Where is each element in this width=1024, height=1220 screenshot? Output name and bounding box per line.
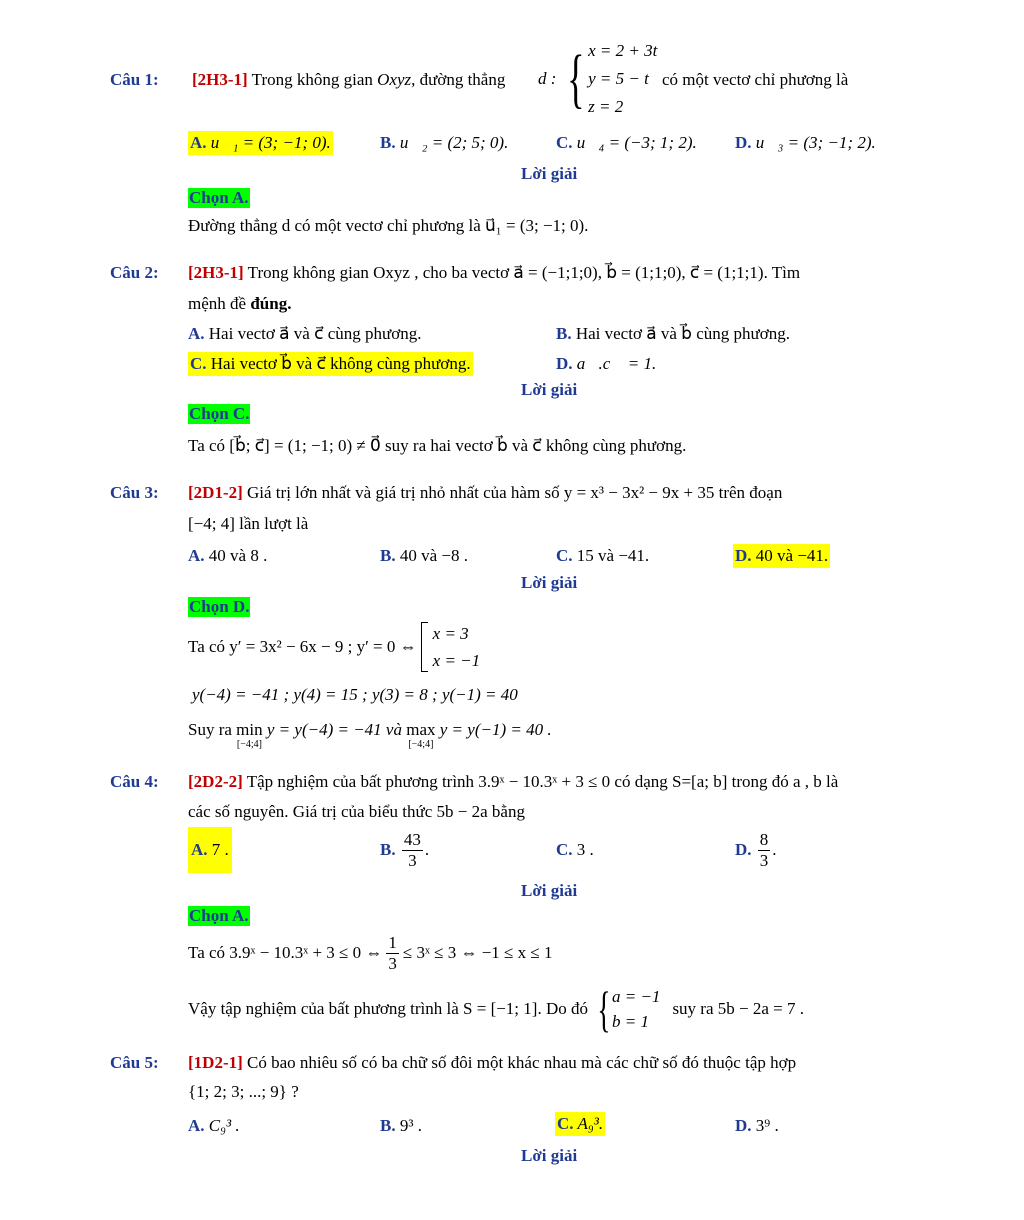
q4-sol1-b: ≤ 3ˣ ≤ 3 ⇔ −1 ≤ x ≤ 1 [402, 943, 553, 962]
q4-solution-1 [188, 930, 552, 976]
option-label: B. [380, 1116, 396, 1135]
q1-text-before: Trong không gian [251, 70, 373, 89]
option-label: B. [380, 133, 396, 152]
q3-number: Câu 3: [110, 483, 159, 502]
q2-tag: [2H3-1] [188, 263, 244, 282]
q5-option-d [735, 1116, 779, 1136]
q2-stem-line1 [188, 263, 800, 283]
option-text: 7 . [211, 840, 229, 859]
q2-option-a [188, 324, 421, 344]
q1-sys-row-2: y = 5 − t [588, 69, 649, 88]
q1-sys-row-3: z = 2 [588, 97, 624, 116]
q3-solution-2: y(−4) = −41 ; y(4) = 15 ; y(3) = 8 ; y(−1) = 40 [192, 685, 518, 704]
q2-text-line2b: đúng. [250, 294, 292, 313]
option-label: D. [735, 133, 752, 152]
q4-number: Câu 4: [110, 772, 159, 791]
option-label: B. [380, 840, 396, 859]
q5-loigiai: Lời giải [521, 1146, 578, 1165]
q1-sys-row-1: x = 2 + 3t [588, 41, 658, 60]
q3-option-a [188, 546, 267, 566]
q3-chon: Chọn D. [189, 597, 250, 616]
q3-solution-3 [188, 720, 552, 750]
q4-sol2-a: Vậy tập nghiệm của bất phương trình là S = [−1; 1]. Do đó [188, 999, 588, 1018]
option-label: D. [556, 354, 573, 373]
q4-stem-line2: các số nguyên. Giá trị của biểu thức 5b − 2a bằng [188, 802, 525, 821]
q4-option-d: D. $\frac{8}{3}$ . [735, 829, 777, 870]
q3-stem-line1 [188, 483, 782, 503]
q1-chon: Chọn A. [189, 188, 249, 207]
q4-sol2-b: suy ra 5b − 2a = 7 . [672, 999, 804, 1018]
frac-numerator: 1 [388, 932, 397, 952]
option-label: C. [556, 840, 573, 859]
q4-option-b: B. $\frac{43}{3}$ . [380, 829, 430, 870]
q3-sys-row-1: x = 3 [432, 624, 469, 643]
q3-sol3-b: y = y(−4) = −41 và [266, 720, 407, 739]
option-text: u⃗₄ = (−3; 1; 2). [576, 133, 697, 152]
q4-text-line1: Tập nghiệm của bất phương trình 3.9ˣ − 10.3ˣ + 3 ≤ 0 có dạng S=[a; b] trong đó a , b là [246, 772, 839, 791]
q4-chon: Chọn A. [189, 906, 249, 925]
option-label: C. [557, 1114, 574, 1133]
q1-line-system: d : { x = 2 + 3t y = 5 − t z = 2 [538, 37, 657, 121]
q3-option-b [380, 546, 468, 566]
option-label: A. [188, 324, 205, 343]
option-text: 40 và −8 . [395, 546, 468, 565]
q4-option-a [188, 827, 232, 873]
q5-stem-line1 [188, 1053, 796, 1073]
q4-option-c [556, 827, 594, 873]
frac-denominator: 3 [388, 953, 397, 973]
q4-sys-row-1: a = −1 [611, 987, 661, 1006]
q3-max: max [406, 720, 436, 739]
frac-denominator: 3 [408, 850, 417, 870]
option-text: u⃗₃ = (3; −1; 2). [755, 133, 876, 152]
q2-number: Câu 2: [110, 263, 159, 282]
q2-loigiai: Lời giải [521, 380, 578, 399]
frac-numerator: 43 [403, 829, 421, 849]
q4-sol1-a: Ta có 3.9ˣ − 10.3ˣ + 3 ≤ 0 ⇔ [188, 943, 383, 962]
q1-option-b [380, 133, 508, 153]
option-label: A. [190, 133, 207, 152]
q1-text-after: có một vectơ chỉ phương là [662, 70, 849, 89]
q3-sys-row-2: x = −1 [432, 651, 481, 670]
option-text: 40 và −41. [751, 546, 829, 565]
q3-min: min [236, 720, 263, 739]
q3-sol1-prefix: Ta có y′ = 3x² − 6x − 9 ; y′ = 0 ⇔ [188, 637, 417, 656]
q2-chon: Chọn C. [189, 404, 250, 423]
q4-sys-row-2: b = 1 [611, 1012, 649, 1031]
q3-text-line1: Giá trị lớn nhất và giá trị nhỏ nhất của hàm số y = x³ − 3x² − 9x + 35 trên đoạn [247, 483, 783, 502]
option-label: D. [735, 1116, 752, 1135]
q1-line-name: d : [538, 69, 557, 88]
option-text: 3⁹ . [751, 1116, 779, 1135]
option-text: u⃗₁ = (3; −1; 0). [210, 133, 331, 152]
q2-solution: Ta có [b⃗; c⃗] = (1; −1; 0) ≠ 0⃗ suy ra hai vectơ b⃗ và c⃗ không cùng phương. [188, 436, 687, 455]
q1-number: Câu 1: [110, 70, 159, 89]
q5-option-c [555, 1112, 605, 1136]
q1-option-c [556, 133, 697, 153]
q4-loigiai: Lời giải [521, 881, 578, 900]
q3-option-c [556, 546, 649, 566]
q2-text-line1: Trong không gian Oxyz , cho ba vectơ a⃗ = (−1;1;0), b⃗ = (1;1;0), c⃗ = (1;1;1). Tìm [247, 263, 801, 282]
option-text: 9³ . [395, 1116, 422, 1135]
q5-tag: [1D2-1] [188, 1053, 243, 1072]
q2-text-line2a: mệnh đề [188, 294, 251, 313]
q3-sol3-c: y = y(−1) = 40 . [439, 720, 552, 739]
q5-option-b [380, 1116, 422, 1136]
option-label: A. [191, 840, 208, 859]
q3-stem-line2: [−4; 4] lần lượt là [188, 514, 309, 533]
option-label: C. [190, 354, 207, 373]
option-text: Hai vectơ a⃗ và c⃗ cùng phương. [204, 324, 422, 343]
q4-tag: [2D2-2] [188, 772, 243, 791]
option-text: C₉³ . [204, 1116, 240, 1135]
q1-space: Oxyz [377, 70, 412, 89]
q5-stem-line2: {1; 2; 3; ...; 9} ? [188, 1082, 299, 1101]
option-label: C. [556, 546, 573, 565]
option-text: 15 và −41. [572, 546, 650, 565]
q5-text-line1: Có bao nhiêu số có ba chữ số đôi một khác nhau mà các chữ số đó thuộc tập hợp [247, 1053, 797, 1072]
q2-option-c [188, 352, 473, 376]
option-label: B. [556, 324, 572, 343]
option-label: A. [188, 1116, 205, 1135]
q3-loigiai: Lời giải [521, 573, 578, 592]
q3-sol3-a: Suy ra [188, 720, 237, 739]
q4-stem-line1 [188, 772, 838, 792]
option-label: A. [188, 546, 205, 565]
q1-text-mid: , đường thẳng [411, 70, 506, 89]
q1-option-a [188, 131, 333, 155]
q2-stem-line2 [188, 294, 291, 314]
q1-solution: Đường thẳng d có một vectơ chỉ phương là u⃗₁ = (3; −1; 0). [188, 216, 589, 235]
option-text: 40 và 8 . [204, 546, 268, 565]
q3-option-d [733, 544, 830, 568]
option-text: Hai vectơ b⃗ và c⃗ không cùng phương. [206, 354, 471, 373]
option-text: a⃗.c⃗ = 1. [572, 354, 657, 373]
q5-option-a [188, 1116, 240, 1136]
q2-option-d [556, 354, 656, 374]
q1-loigiai: Lời giải [521, 164, 578, 183]
q1-stem [192, 70, 505, 90]
frac-denominator: 3 [759, 850, 769, 870]
option-text: 3 . [576, 840, 594, 859]
q3-max-limit: [−4;4] [408, 739, 434, 750]
option-label: B. [380, 546, 396, 565]
option-text: u⃗₂ = (2; 5; 0). [399, 133, 509, 152]
q2-option-b [556, 324, 790, 344]
option-text: Hai vectơ a⃗ và b⃗ cùng phương. [571, 324, 790, 343]
q1-option-d [735, 133, 876, 153]
q4-solution-2: Vậy tập nghiệm của bất phương trình là S = [−1; 1]. Do đó { a = −1 b = 1 suy ra 5b − 2a = 7 . [188, 981, 804, 1037]
q1-tag: [2H3-1] [192, 70, 248, 89]
option-label: D. [735, 546, 752, 565]
q3-solution-1 [188, 620, 480, 674]
option-label: D. [735, 840, 752, 859]
q5-number: Câu 5: [110, 1053, 159, 1072]
option-label: C. [556, 133, 573, 152]
q3-min-limit: [−4;4] [236, 739, 262, 750]
frac-numerator: 8 [759, 829, 769, 849]
option-text: A₉³. [573, 1114, 604, 1133]
q3-tag: [2D1-2] [188, 483, 243, 502]
